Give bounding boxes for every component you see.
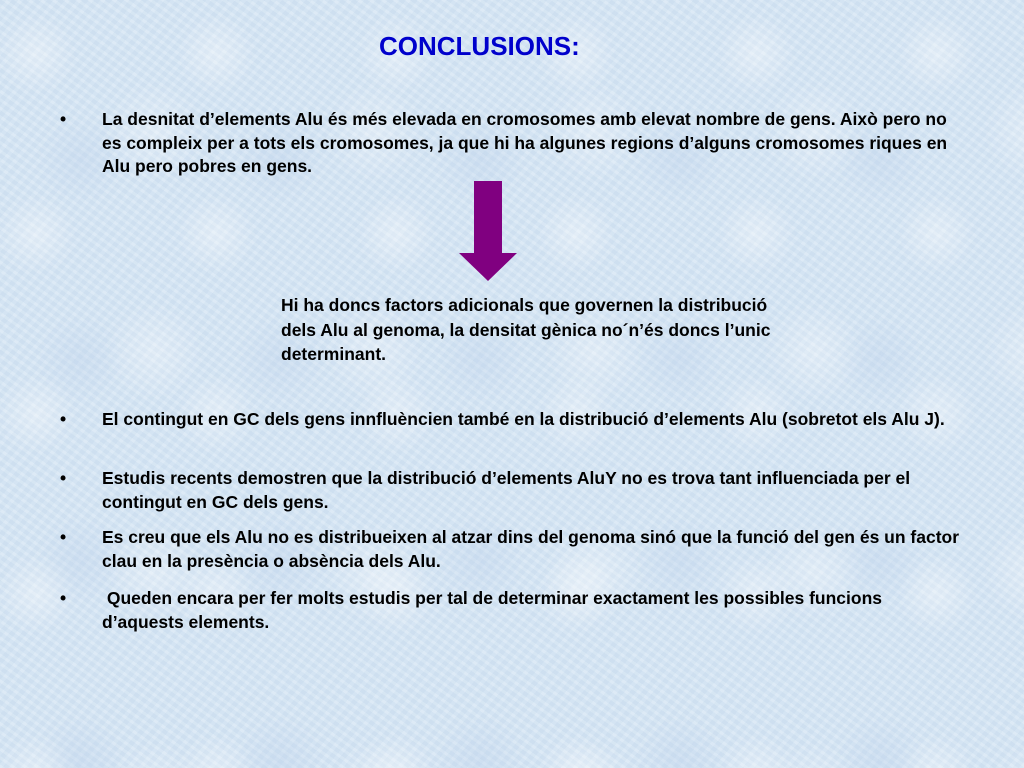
bullet-item [60,467,960,514]
bullet-item [60,108,960,179]
bullet-text-further-studies: Queden encara per fer molts estudis per tal de determinar exactament les possibles funcions d’aquests elements. [102,588,887,632]
bullet-marker: • [60,109,67,129]
bullet-item [60,408,960,432]
bullet-item [60,587,960,634]
bullet-item [60,526,960,573]
bullet-marker: • [60,468,67,488]
bullet-marker: • [60,409,67,429]
bullet-text-gene-function: Es creu que els Alu no es distribueixen al atzar dins del genoma sinó que la funció del gen és un factor clau en la presència o absència dels Alu. [102,527,960,571]
bullet-marker: • [60,588,67,608]
bullet-marker: • [60,527,67,547]
slide-title: CONCLUSIONS: [379,31,580,61]
bullet-text-alu-density: La desnitat d’elements Alu és més elevada en cromosomes amb elevat nombre de gens. Això pero no es compleix per a tots els cromosomes, ja que hi ha algunes regions d’alguns cromosomes riques en Alu pero pobres en gens. [102,109,948,176]
conclusion-note: Hi ha doncs factors adicionals que governen la distribució dels Alu al genoma, la densitat gènica no´n’és doncs l’unic determinant. [281,295,771,364]
down-arrow-icon [459,181,517,281]
bullet-text-gc-content: El contingut en GC dels gens innfluèncien també en la distribució d’elements Alu (sobretot els Alu J). [102,409,945,429]
bullet-text-aluy-studies: Estudis recents demostren que la distribució d’elements AluY no es trova tant influenciada per el contingut en GC dels gens. [102,468,911,512]
